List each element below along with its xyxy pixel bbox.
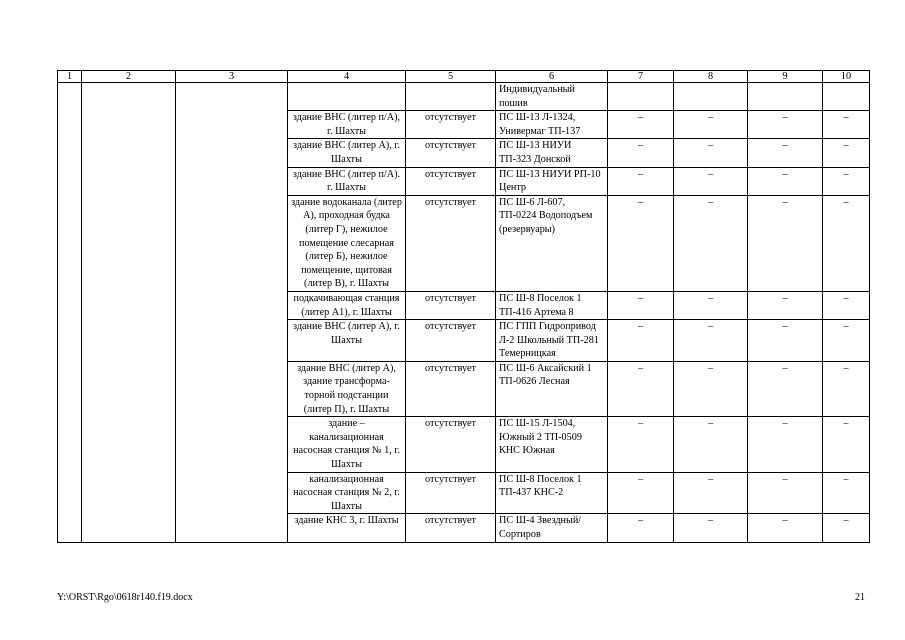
value-cell-col8: – [674, 139, 748, 167]
value-cell-col9: – [748, 291, 823, 319]
status-cell: отсутствует [406, 139, 496, 167]
object-name-cell: здание КНС 3, г. Шахты [288, 514, 406, 542]
value-cell-col7: – [608, 472, 674, 514]
merged-empty-cell-col3 [176, 83, 288, 543]
header-cell: 5 [406, 71, 496, 83]
status-cell: отсутствует [406, 514, 496, 542]
value-cell-col9: – [748, 195, 823, 291]
value-cell-col9: – [748, 417, 823, 472]
value-cell-col7: – [608, 167, 674, 195]
object-name-cell: подкачивающая станция (литер А1), г. Шахты [288, 291, 406, 319]
status-cell: отсутствует [406, 361, 496, 416]
value-cell-col9: – [748, 514, 823, 542]
substation-cell: ПС Ш-8 Поселок 1 ТП-416 Артема 8 [496, 291, 608, 319]
header-cell: 2 [82, 71, 176, 83]
value-cell-col7: – [608, 361, 674, 416]
value-cell-col9: – [748, 111, 823, 139]
object-name-cell: здание ВНС (литер п/А). г. Шахты [288, 167, 406, 195]
substation-cell: ПС Ш-6 Л-607, ТП-0224 Водоподъем (резервуары) [496, 195, 608, 291]
table-header-row [58, 71, 870, 83]
substation-cell: ПС ГПП Гидропривод Л-2 Школьный ТП-281 Темерницкая [496, 320, 608, 362]
value-cell-col10: – [823, 111, 870, 139]
object-name-cell: здание ВНС (литер п/А), г. Шахты [288, 111, 406, 139]
value-cell-col7: – [608, 111, 674, 139]
value-cell-col10: – [823, 361, 870, 416]
header-cell: 4 [288, 71, 406, 83]
value-cell-col8: – [674, 111, 748, 139]
value-cell-col7: – [608, 417, 674, 472]
value-cell-col8: – [674, 195, 748, 291]
footer-page-number: 21 [855, 592, 865, 603]
value-cell-col8: – [674, 514, 748, 542]
substation-cell: Индивидуальный пошив [496, 83, 608, 111]
data-table [57, 70, 870, 543]
value-cell-col9: – [748, 167, 823, 195]
header-cell: 8 [674, 71, 748, 83]
value-cell-col10: – [823, 514, 870, 542]
status-cell: отсутствует [406, 320, 496, 362]
object-name-cell: здание водоканала (литер А), проходная будка (литер Г), нежилое помещение слесарная (литер Б), нежилое помещение, щитовая (литер В), г. Шахты [288, 195, 406, 291]
value-cell-col7: – [608, 514, 674, 542]
object-name-cell [288, 83, 406, 111]
value-cell-col9: – [748, 139, 823, 167]
object-name-cell: здание – канализационная насосная станция № 1, г. Шахты [288, 417, 406, 472]
value-cell-col10: – [823, 195, 870, 291]
object-name-cell: здание ВНС (литер А), г. Шахты [288, 139, 406, 167]
value-cell-col7: – [608, 291, 674, 319]
status-cell: отсутствует [406, 417, 496, 472]
header-cell: 10 [823, 71, 870, 83]
status-cell: отсутствует [406, 195, 496, 291]
header-cell: 6 [496, 71, 608, 83]
value-cell-col10: – [823, 167, 870, 195]
value-cell-col10 [823, 83, 870, 111]
table-row [58, 83, 870, 111]
value-cell-col10: – [823, 291, 870, 319]
value-cell-col8 [674, 83, 748, 111]
value-cell-col9: – [748, 361, 823, 416]
value-cell-col8: – [674, 417, 748, 472]
merged-empty-cell-col2 [82, 83, 176, 543]
value-cell-col7: – [608, 139, 674, 167]
substation-cell: ПС Ш-4 Звездный/Сортиров [496, 514, 608, 542]
header-cell: 7 [608, 71, 674, 83]
value-cell-col9 [748, 83, 823, 111]
substation-cell: ПС Ш-13 НИУИ ТП-323 Донской [496, 139, 608, 167]
substation-cell: ПС Ш-15 Л-1504, Южный 2 ТП-0509 КНС Южная [496, 417, 608, 472]
substation-cell: ПС Ш-8 Поселок 1 ТП-437 КНС-2 [496, 472, 608, 514]
value-cell-col8: – [674, 291, 748, 319]
object-name-cell: здание ВНС (литер А), здание трансформа-торной подстанции (литер П), г. Шахты [288, 361, 406, 416]
value-cell-col10: – [823, 139, 870, 167]
value-cell-col10: – [823, 320, 870, 362]
status-cell: отсутствует [406, 111, 496, 139]
header-cell: 9 [748, 71, 823, 83]
value-cell-col8: – [674, 167, 748, 195]
footer-file-path: Y:\ORST\Rgo\0618r140.f19.docx [57, 592, 193, 603]
value-cell-col9: – [748, 472, 823, 514]
value-cell-col8: – [674, 472, 748, 514]
value-cell-col10: – [823, 472, 870, 514]
value-cell-col8: – [674, 320, 748, 362]
value-cell-col7: – [608, 195, 674, 291]
status-cell: отсутствует [406, 167, 496, 195]
status-cell [406, 83, 496, 111]
object-name-cell: здание ВНС (литер А), г. Шахты [288, 320, 406, 362]
header-cell: 3 [176, 71, 288, 83]
substation-cell: ПС Ш-13 Л-1324, Универмаг ТП-137 [496, 111, 608, 139]
value-cell-col7 [608, 83, 674, 111]
object-name-cell: канализационная насосная станция № 2, г. Шахты [288, 472, 406, 514]
header-cell: 1 [58, 71, 82, 83]
value-cell-col8: – [674, 361, 748, 416]
value-cell-col10: – [823, 417, 870, 472]
merged-empty-cell-col1 [58, 83, 82, 543]
value-cell-col7: – [608, 320, 674, 362]
status-cell: отсутствует [406, 291, 496, 319]
value-cell-col9: – [748, 320, 823, 362]
substation-cell: ПС Ш-13 НИУИ РП-10 Центр [496, 167, 608, 195]
substation-cell: ПС Ш-6 Аксайский 1 ТП-0626 Лесная [496, 361, 608, 416]
status-cell: отсутствует [406, 472, 496, 514]
